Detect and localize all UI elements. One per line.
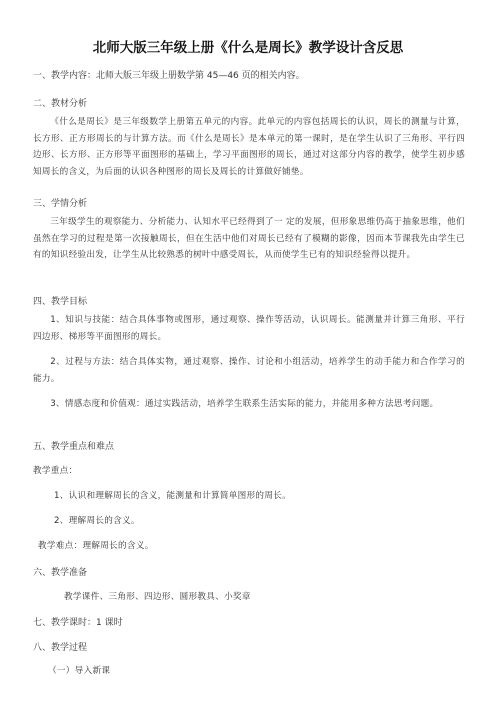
- section-3-paragraph: 三年级学生的观察能力、分析能力、认知水平已经得到了一 定的发展，但形象思维仍高于抽象思维，他们虽然在学习的过程是第一次接触周长，但在生活中他们对周长已经有了模糊的影像，因而本节课我先由学生已有的知识经验出发，让学生从比较熟悉的树叶中感受周长，从而使学生已有的知识经验得以提升。: [33, 217, 465, 260]
- goal-3: 3、情感态度和价值观：通过实践活动，培养学生联系生活实际的能力，并能用多种方法思考问题。: [50, 399, 439, 409]
- page-title: 北师大版三年级上册《什么是周长》教学设计含反思: [92, 40, 404, 56]
- key-points-label: 教学重点：: [33, 466, 78, 476]
- section-7: 七、教学课时：1 课时: [33, 618, 123, 628]
- section-2-heading: 二、教材分析: [33, 99, 88, 109]
- key-point-2: 2、理解周长的含义。: [54, 516, 140, 526]
- section-4-heading: 四、教学目标: [33, 297, 88, 307]
- section-8-subheading: （一）导入新课: [48, 666, 111, 676]
- goal-2: 2、过程与方法：结合具体实物，通过观察、操作、讨论和小组活动，培养学生的动手能力和合作学习的能力。: [33, 357, 465, 384]
- key-point-1: 1、认识和理解周长的含义，能测量和计算简单图形的周长。: [54, 491, 292, 501]
- difficulty: 教学难点：理解周长的含义。: [38, 541, 154, 551]
- section-1-content: 一、教学内容：北师大版三年级上册数学第 45—46 页的相关内容。: [33, 71, 305, 81]
- section-3-heading: 三、学情分析: [33, 199, 88, 209]
- preparation: 教学课件、三角形、四边形、圆形教具、小奖章: [64, 592, 251, 602]
- goal-1: 1、知识与技能：结合具体事物或图形，通过观察、操作等活动，认识周长。能测量并计算三角形、平行四边形、梯形等平面图形的周长。: [33, 315, 465, 342]
- section-6-heading: 六、教学准备: [33, 568, 88, 578]
- section-5-heading: 五、教学重点和难点: [33, 442, 115, 452]
- section-2-paragraph: 《什么是周长》是三年级数学上册第五单元的内容。此单元的内容包括周长的认识，周长的测量与计算，长方形、正方形周长的与计算方法。而《什么是周长》是本单元的第一课时，是在学生认识了三角形、平行四边形、长方形、正方形等平面图形的基础上，学习平面图形的周长，通过对这部分内容的教学，使学生初步感知周长的含义，为后面的认识各种图形的周长及周长的计算做好铺垫。: [33, 117, 465, 177]
- section-8-heading: 八、教学过程: [33, 643, 88, 653]
